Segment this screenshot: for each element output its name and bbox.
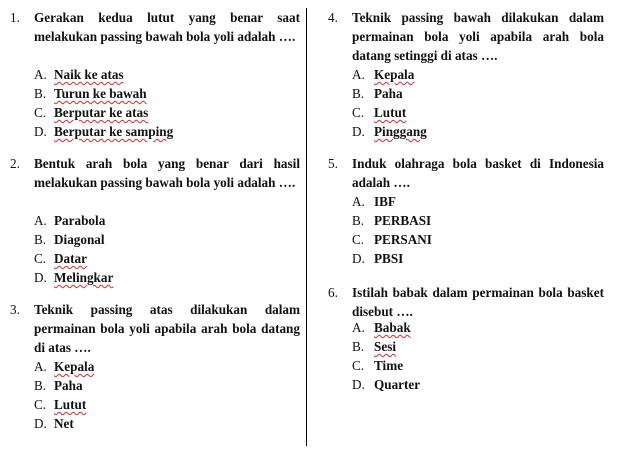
option-letter: A. <box>34 67 47 82</box>
option-letter: B. <box>352 86 365 101</box>
question-1 <box>10 8 300 68</box>
option-letter: C. <box>34 105 47 120</box>
option-text: Pinggang <box>374 124 427 139</box>
question-number: 6. <box>328 285 338 300</box>
option-letter: B. <box>352 339 365 354</box>
column-divider <box>306 8 307 446</box>
option-letter: D. <box>352 251 365 266</box>
option-text: Net <box>54 416 74 431</box>
option-text: Paha <box>54 378 83 393</box>
option-text: Melingkar <box>54 270 114 285</box>
option-text: Berputar ke samping <box>54 124 174 139</box>
option-text: PBSI <box>374 251 404 266</box>
option-letter: A. <box>352 320 365 335</box>
question-number: 2. <box>10 156 20 171</box>
option-letter: D. <box>34 416 47 431</box>
option-letter: D. <box>34 270 47 285</box>
option-letter: B. <box>34 232 47 247</box>
question-stem: Teknik passing bawah dilakukan dalam permainan bola yoli apabila arah bola datang setinggi di atas …. <box>352 10 604 63</box>
option-text: Diagonal <box>54 232 105 247</box>
option-letter: A. <box>352 194 365 209</box>
option-text: Paha <box>374 86 403 101</box>
option-text: Kepala <box>54 359 95 374</box>
option-letter: B. <box>34 86 47 101</box>
question-6 <box>328 283 604 323</box>
option-text: Quarter <box>374 377 421 392</box>
option-text: Lutut <box>54 397 87 412</box>
question-number: 3. <box>10 302 20 317</box>
option-text: Sesi <box>374 339 396 354</box>
option-letter: B. <box>352 213 365 228</box>
option-letter: C. <box>352 105 365 120</box>
question-4 <box>328 8 604 68</box>
option-text: Time <box>374 358 404 373</box>
option-text: Berputar ke atas <box>54 105 149 120</box>
option-text: Naik ke atas <box>54 67 124 82</box>
option-text: PERSANI <box>374 232 432 247</box>
question-number: 4. <box>328 10 338 25</box>
question-stem: Bentuk arah bola yang benar dari hasil melakukan passing bawah bola yoli adalah …. <box>34 156 300 190</box>
question-2 <box>10 154 300 214</box>
question-stem: Gerakan kedua lutut yang benar saat melakukan passing bawah bola yoli adalah …. <box>34 10 300 44</box>
option-text: Parabola <box>54 213 106 228</box>
option-letter: A. <box>352 67 365 82</box>
question-number: 5. <box>328 156 338 171</box>
option-letter: C. <box>352 232 365 247</box>
option-text: Turun ke bawah <box>54 86 147 101</box>
option-letter: B. <box>34 378 47 393</box>
option-letter: C. <box>34 251 47 266</box>
option-letter: C. <box>352 358 365 373</box>
option-letter: D. <box>34 124 47 139</box>
question-stem: Induk olahraga bola basket di Indonesia adalah …. <box>352 156 604 190</box>
option-text: IBF <box>374 194 396 209</box>
option-letter: A. <box>34 213 47 228</box>
option-text: Datar <box>54 251 87 266</box>
question-number: 1. <box>10 10 20 25</box>
option-letter: C. <box>34 397 47 412</box>
question-stem: Teknik passing atas dilakukan dalam permainan bola yoli apabila arah bola datang di atas …. <box>34 302 300 355</box>
option-letter: A. <box>34 359 47 374</box>
option-text: Kepala <box>374 67 415 82</box>
option-text: Lutut <box>374 105 407 120</box>
question-3 <box>10 300 300 360</box>
option-letter: D. <box>352 124 365 139</box>
question-stem: Istilah babak dalam permainan bola basket disebut …. <box>352 285 604 319</box>
question-5 <box>328 154 604 194</box>
option-text: PERBASI <box>374 213 432 228</box>
option-text: Babak <box>374 320 411 335</box>
option-letter: D. <box>352 377 365 392</box>
